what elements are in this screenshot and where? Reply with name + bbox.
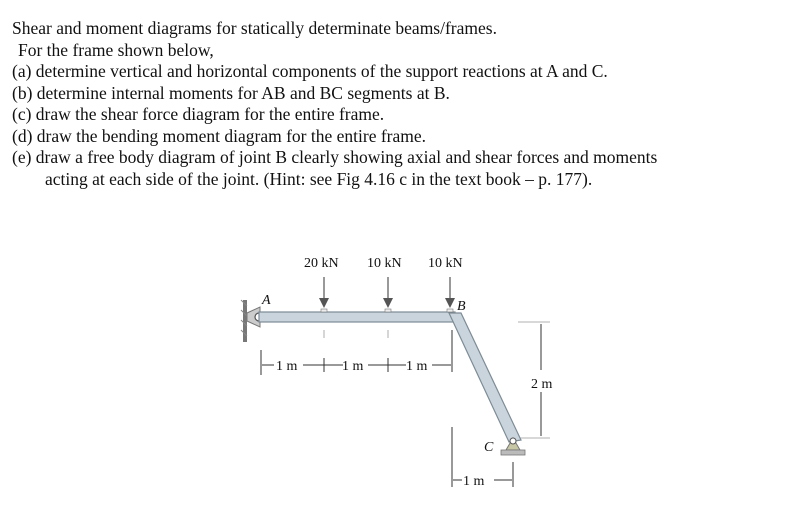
load-label-20kn: 20 kN (304, 256, 339, 271)
load-arrow-20kn (319, 277, 329, 312)
span-label-3: 1 m (406, 359, 428, 374)
pin-support-c (501, 438, 525, 455)
span-label-2: 1 m (342, 359, 364, 374)
load-arrow-10kn-middle (383, 277, 393, 312)
load-label-10kn-middle: 10 kN (367, 256, 402, 271)
item-a: (a) determine vertical and horizontal components of the support reactions at A and C. (12, 61, 608, 81)
point-label-a: A (262, 293, 271, 308)
item-b: (b) determine internal moments for AB and BC segments at B. (12, 82, 450, 103)
load-arrow-10kn-b (445, 277, 455, 312)
height-label: 2 m (531, 377, 553, 392)
load-label-10kn-b: 10 kN (428, 256, 463, 271)
offset-label: 1 m (463, 474, 485, 489)
point-label-b: B (457, 299, 466, 314)
item-c: (c) draw the shear force diagram for the entire frame. (12, 104, 385, 124)
item-e: (e) draw a free body diagram of joint B clearly showing axial and shear forces and moments (12, 147, 658, 167)
item-d: (d) draw the bending moment diagram for the entire frame. (12, 125, 427, 146)
problem-intro: For the frame shown below, (18, 39, 214, 60)
problem-title: Shear and moment diagrams for statically determinate beams/frames. (12, 18, 497, 38)
point-label-c: C (484, 440, 494, 455)
item-e-continued: acting at each side of the joint. (Hint: see Fig 4.16 c in the text book – p. 177). (45, 168, 593, 189)
centerline-ticks (324, 330, 388, 338)
beam-ab (259, 312, 455, 322)
member-bc (449, 313, 521, 442)
span-label-1: 1 m (276, 359, 298, 374)
